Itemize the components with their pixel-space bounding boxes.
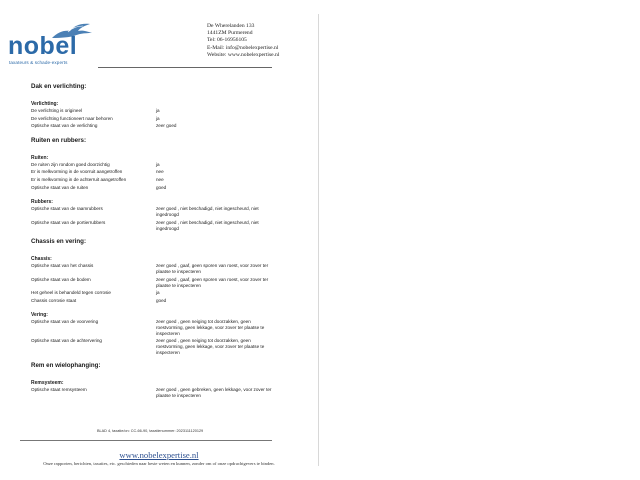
logo-wordmark: nobel (8, 32, 78, 60)
group-title: Rubbers: (31, 199, 53, 206)
row-value: zeer goed (156, 123, 177, 129)
section-title: Chassis en vering: (31, 238, 87, 246)
address-website: Website: www.nobelexpertise.nl (207, 51, 280, 58)
group-title: Chassis: (31, 256, 52, 263)
row-value: nee (156, 169, 164, 175)
company-logo (8, 22, 98, 70)
row-value: goed (156, 297, 167, 303)
address-city: 1441ZM Purmerend (207, 30, 253, 37)
row-label: De verlichting is origineel (31, 108, 83, 113)
row-label: Chassis corrosie staat (31, 297, 77, 303)
list-item (31, 108, 281, 116)
footer-website-link[interactable]: www.nobelexpertise.nl (119, 450, 199, 460)
section-title: Dak en verlichting: (31, 83, 87, 90)
row-value: nee (156, 176, 164, 182)
footer-divider (20, 440, 272, 441)
row-label: Optische staat van de achtervering (31, 338, 102, 344)
row-label: Optische staat van de verlichting (31, 123, 98, 129)
address-email: E-Mail: info@nobelexpertise.nl (207, 44, 279, 51)
list-item (31, 162, 281, 170)
row-label: Optische staat van de voorvering (31, 319, 99, 325)
list-item (31, 177, 281, 185)
group-title: Verlichting: (31, 101, 59, 107)
row-value: ja (156, 161, 160, 167)
list-item (31, 220, 281, 232)
row-label: Er is melkvorming in de voorruit aangetroffen (31, 169, 123, 175)
group-title: Vering: (31, 312, 48, 319)
list-item (31, 338, 281, 356)
footer-disclaimer: Onze rapporten, berichten, taxaties, etc. geschieden naar beste weten en kunnen, zonder om of onze opdrachtgevers te binden. (43, 461, 275, 466)
report-content (31, 83, 281, 399)
row-label: Optische staat van de portierrubbers (31, 220, 106, 226)
list-item (31, 116, 281, 124)
row-value: zeer goed , gaaf, geen sporen van roest, voor zover ter plaatse te inspecteren (156, 263, 269, 275)
list-item (31, 298, 281, 306)
logo-tagline: taxateurs & schade-experts (9, 60, 68, 65)
row-label: Optische staat van de raamrubbers (31, 206, 103, 212)
list-item (31, 319, 281, 337)
list-item (31, 277, 281, 289)
row-value: zeer goed , geen gebreken, geen lekkage, voor zover ter plaatse te inspecteren (156, 387, 272, 399)
list-item (31, 206, 281, 218)
list-item (31, 387, 281, 399)
group-title: Remsysteem: (31, 380, 64, 387)
list-item (31, 185, 281, 193)
company-address (207, 23, 279, 59)
list-item (31, 169, 281, 177)
row-label: De ruiten zijn rondom goed doorzichtig (31, 161, 110, 167)
page-edge-divider (318, 14, 319, 466)
row-value: zeer goed , gaaf, geen sporen van roest, voor zover ter plaatse te inspecteren (156, 277, 269, 289)
row-label: Optische staat van de ruiten (31, 184, 89, 190)
row-value: ja (156, 115, 160, 121)
row-label: De verlichting functioneert naar behoren (31, 115, 113, 121)
row-value: zeer goed , niet beschadigd, niet ingescheurd, niet ingedroogd (156, 206, 259, 218)
row-label: Het geheel is behandeld tegen corrosie (31, 290, 111, 296)
address-phone: Tel: 06-16956105 (207, 37, 247, 44)
document-page (0, 0, 318, 480)
row-label: Optische staat van het chassis (31, 263, 94, 269)
address-street: De Wherelanden 133 (207, 23, 255, 29)
row-value: ja (156, 108, 160, 113)
row-value: zeer goed , niet beschadigd, niet ingescheurd, niet ingedroogd (156, 220, 259, 232)
row-value: ja (156, 290, 160, 296)
section-title: Ruiten en rubbers: (31, 136, 87, 144)
page-footer-note: BLAD 4, taxatie/on: CC-66-90, taxatienummer: 2023111120129 (97, 429, 204, 433)
list-item (31, 290, 281, 298)
row-label: Optische staat remsysteem (31, 387, 87, 393)
row-label: Optische staat van de bodem (31, 277, 91, 283)
row-label: Er is melkvorming in de achterruit aangetroffen (31, 176, 127, 182)
row-value: zeer goed , geen neiging tot doorzakken, geen roestvorming, geen lekkage, voor zover ter plaatse te inspecteren (156, 319, 265, 337)
group-title: Ruiten: (31, 154, 49, 161)
row-value: zeer goed , geen neiging tot doorzakken, geen roestvorming, geen lekkage, voor zover ter plaatse te inspecteren (156, 338, 265, 356)
row-value: goed (156, 184, 167, 190)
section-title: Rem en wielophanging: (31, 362, 101, 370)
list-item (31, 123, 281, 131)
header-divider (98, 67, 272, 68)
list-item (31, 263, 281, 275)
